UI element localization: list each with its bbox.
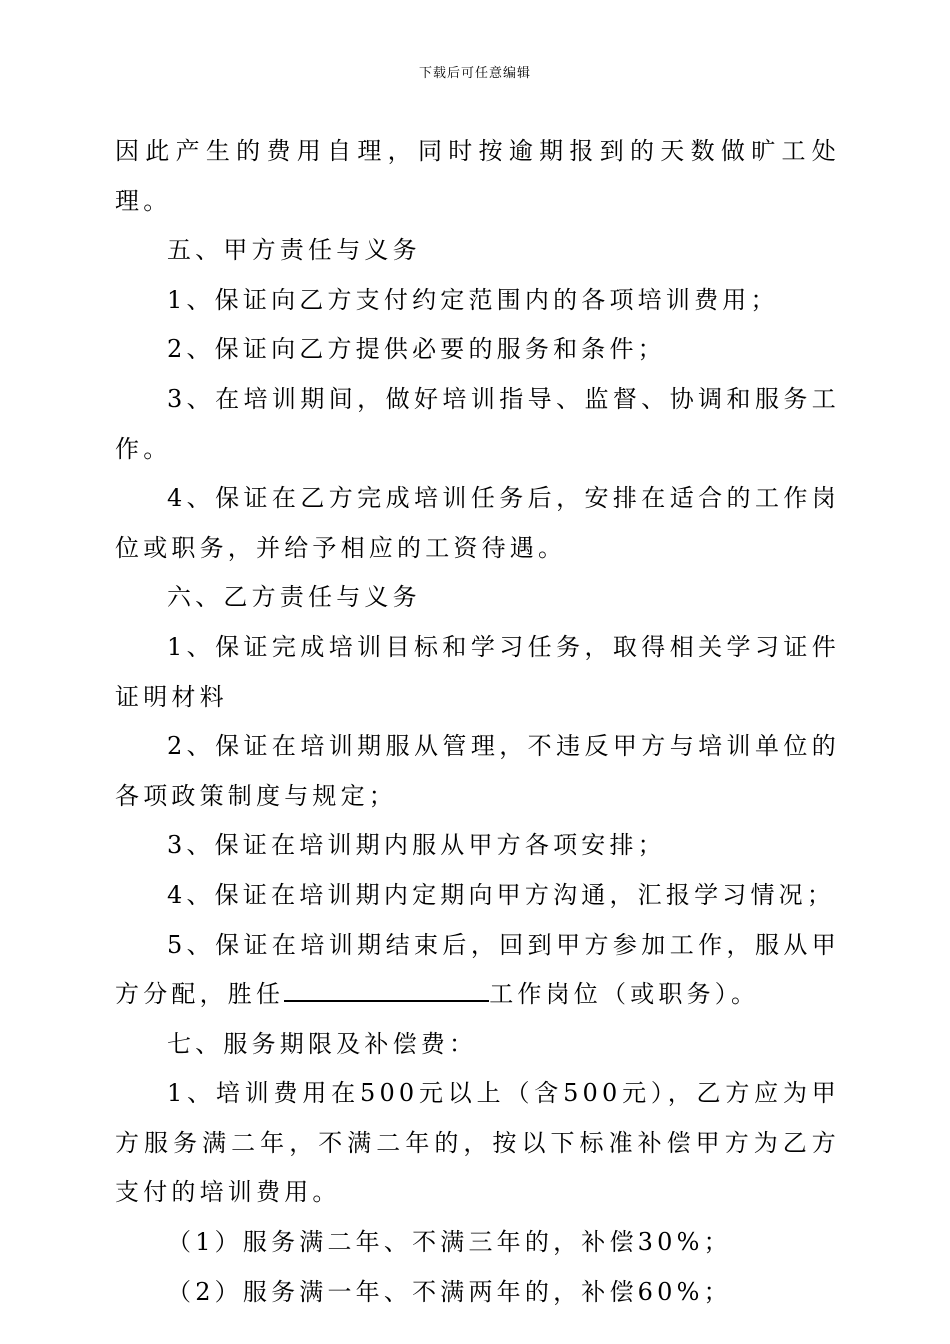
- section-heading-5: 五、甲方责任与义务: [167, 236, 421, 265]
- paragraph-continuation: 因此产生的费用自理，同时按逾期报到的天数做旷工处理。: [115, 137, 840, 215]
- section-heading-6: 六、乙方责任与义务: [167, 583, 421, 612]
- section-heading-7: 七、服务期限及补偿费：: [167, 1029, 478, 1058]
- clause-5-2: 2、保证向乙方提供必要的服务和条件；: [167, 335, 666, 364]
- clause-5-3: 3、在培训期间，做好培训指导、监督、协调和服务工作。: [115, 384, 840, 463]
- clause-6-2: 2、保证在培训期服从管理，不违反甲方与培训单位的各项政策制度与规定；: [115, 732, 840, 810]
- clause-6-1: 1、保证完成培训目标和学习任务，取得相关学习证件证明材料: [115, 632, 840, 711]
- clause-6-5: [115, 921, 840, 1020]
- clause-6-5-text-start: 5、保证在培训期结束后，回到甲方参加工作，服从甲方分配，胜任: [115, 930, 840, 1009]
- page-header: 下载后可任意编辑: [418, 66, 531, 81]
- clause-6-3: 3、保证在培训期内服从甲方各项安排；: [167, 831, 666, 860]
- clause-6-5-text-end: 工作岗位（或职务）。: [489, 980, 760, 1009]
- document-body: [115, 127, 840, 1317]
- clause-7-1-item-2: （2）服务满一年、不满两年的，补偿60%；: [167, 1277, 732, 1306]
- clause-7-1-item-1: （1）服务满二年、不满三年的，补偿30%；: [167, 1228, 732, 1257]
- fill-in-blank[interactable]: [284, 978, 489, 1002]
- clause-5-4: 4、保证在乙方完成培训任务后，安排在适合的工作岗位或职务，并给予相应的工资待遇。: [115, 484, 840, 562]
- clause-5-1: 1、保证向乙方支付约定范围内的各项培训费用；: [167, 285, 779, 314]
- clause-7-1: 1、培训费用在500元以上（含500元），乙方应为甲方服务满二年，不满二年的，按以下标准补偿甲方为乙方支付的培训费用。: [115, 1079, 840, 1207]
- clause-6-4: 4、保证在培训期内定期向甲方沟通，汇报学习情况；: [167, 880, 836, 909]
